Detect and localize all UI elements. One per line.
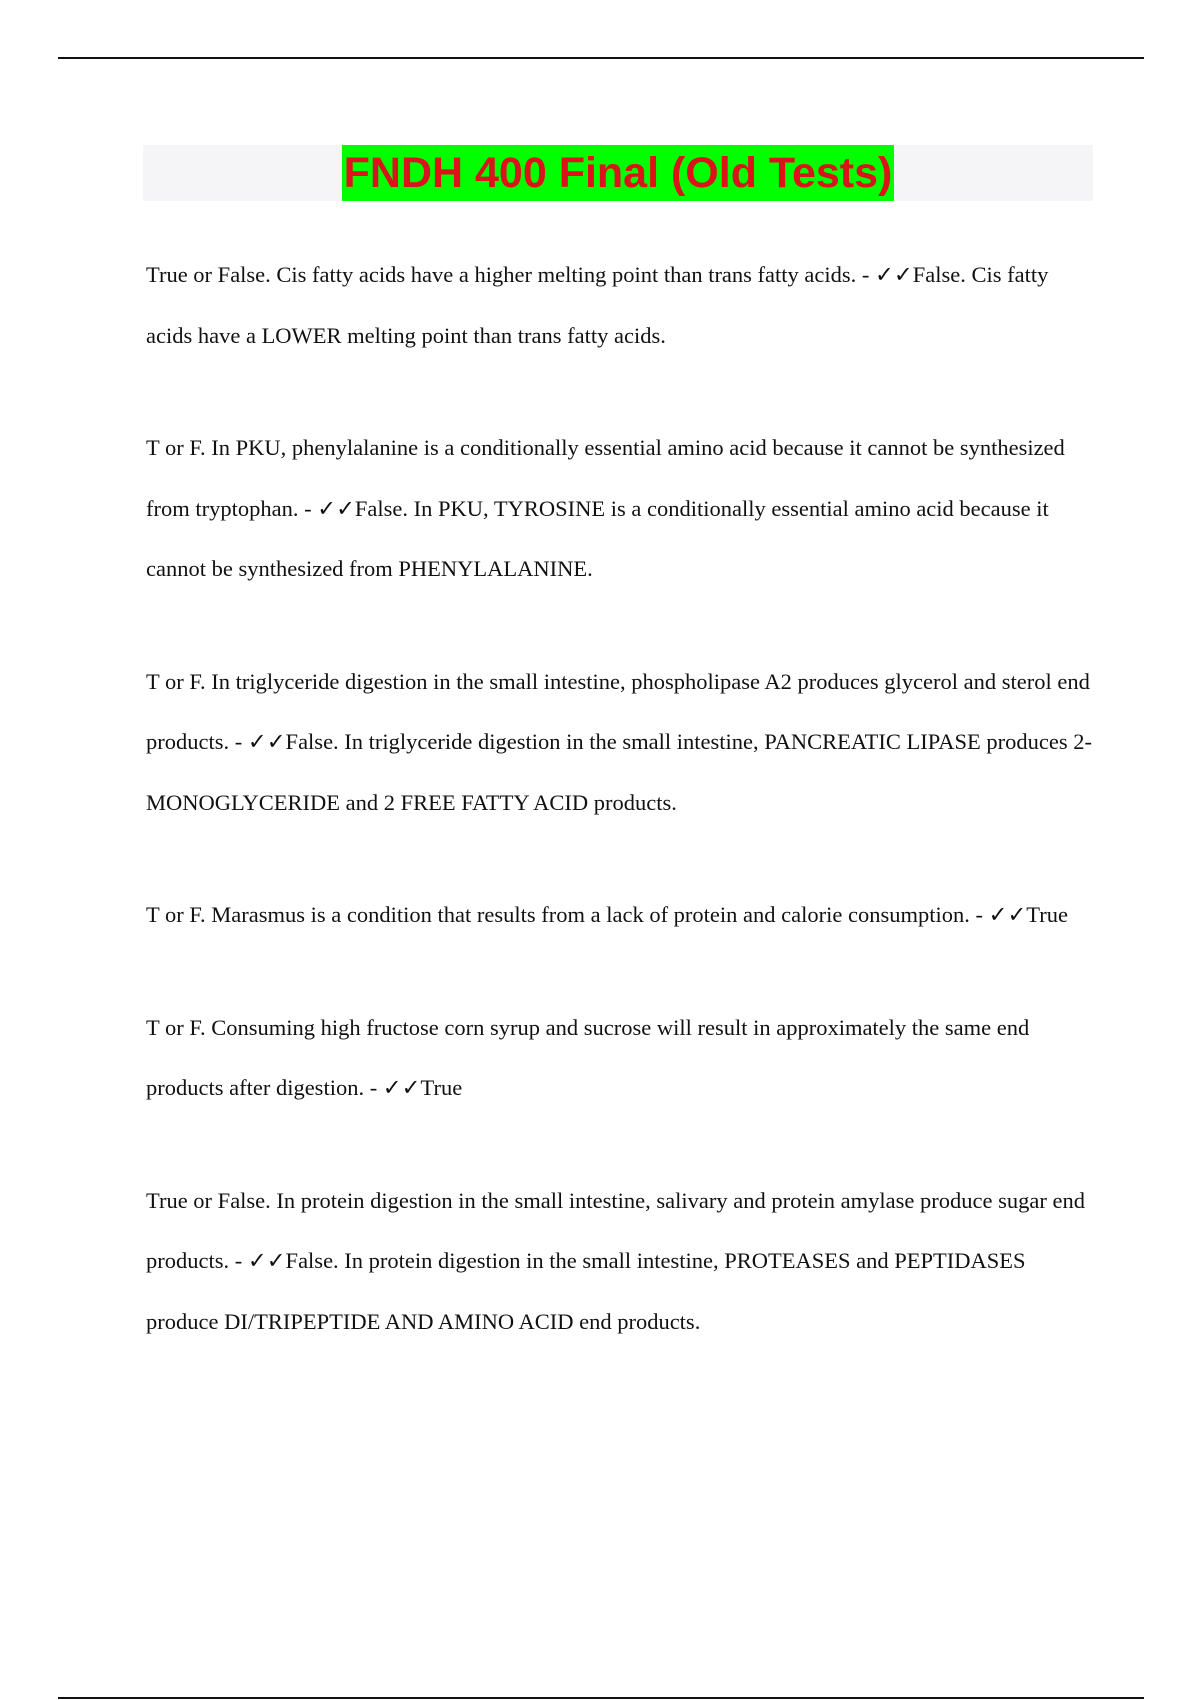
qa-item-2: T or F. In PKU, phenylalanine is a conditionally essential amino acid because it cannot be synthesized from tryptophan. - ✓✓False. In PKU, TYROSINE is a conditionally essential amino acid because it cannot be synthesized from PHENYLALANINE. bbox=[146, 435, 1065, 581]
header-rule bbox=[58, 57, 1144, 59]
footer-rule bbox=[58, 1697, 1144, 1699]
qa-item-5: T or F. Consuming high fructose corn syrup and sucrose will result in approximately the same end products after digestion. - ✓✓True bbox=[146, 1014, 1030, 1100]
document-body bbox=[146, 245, 1096, 1404]
qa-item-4: T or F. Marasmus is a condition that results from a lack of protein and calorie consumption. - ✓✓True bbox=[146, 902, 1068, 927]
qa-item-6: True or False. In protein digestion in the small intestine, salivary and protein amylase produce sugar end products. - ✓✓False. In protein digestion in the small intestine, PROTEASES and PEPTIDASES produce DI/TRIPEPTIDE AND AMINO ACID end products. bbox=[146, 1187, 1085, 1334]
page-title: FNDH 400 Final (Old Tests) bbox=[342, 145, 895, 201]
qa-item-3: T or F. In triglyceride digestion in the small intestine, phospholipase A2 produces glycerol and sterol end products. - ✓✓False. In triglyceride digestion in the small intestine, PANCREATIC LIPASE produces 2-MONOGLYCERIDE and 2 FREE FATTY ACID products. bbox=[146, 668, 1092, 815]
title-band bbox=[143, 145, 1093, 201]
qa-item-1: True or False. Cis fatty acids have a higher melting point than trans fatty acids. - ✓✓False. Cis fatty acids have a LOWER melting point than trans fatty acids. bbox=[146, 262, 1049, 348]
